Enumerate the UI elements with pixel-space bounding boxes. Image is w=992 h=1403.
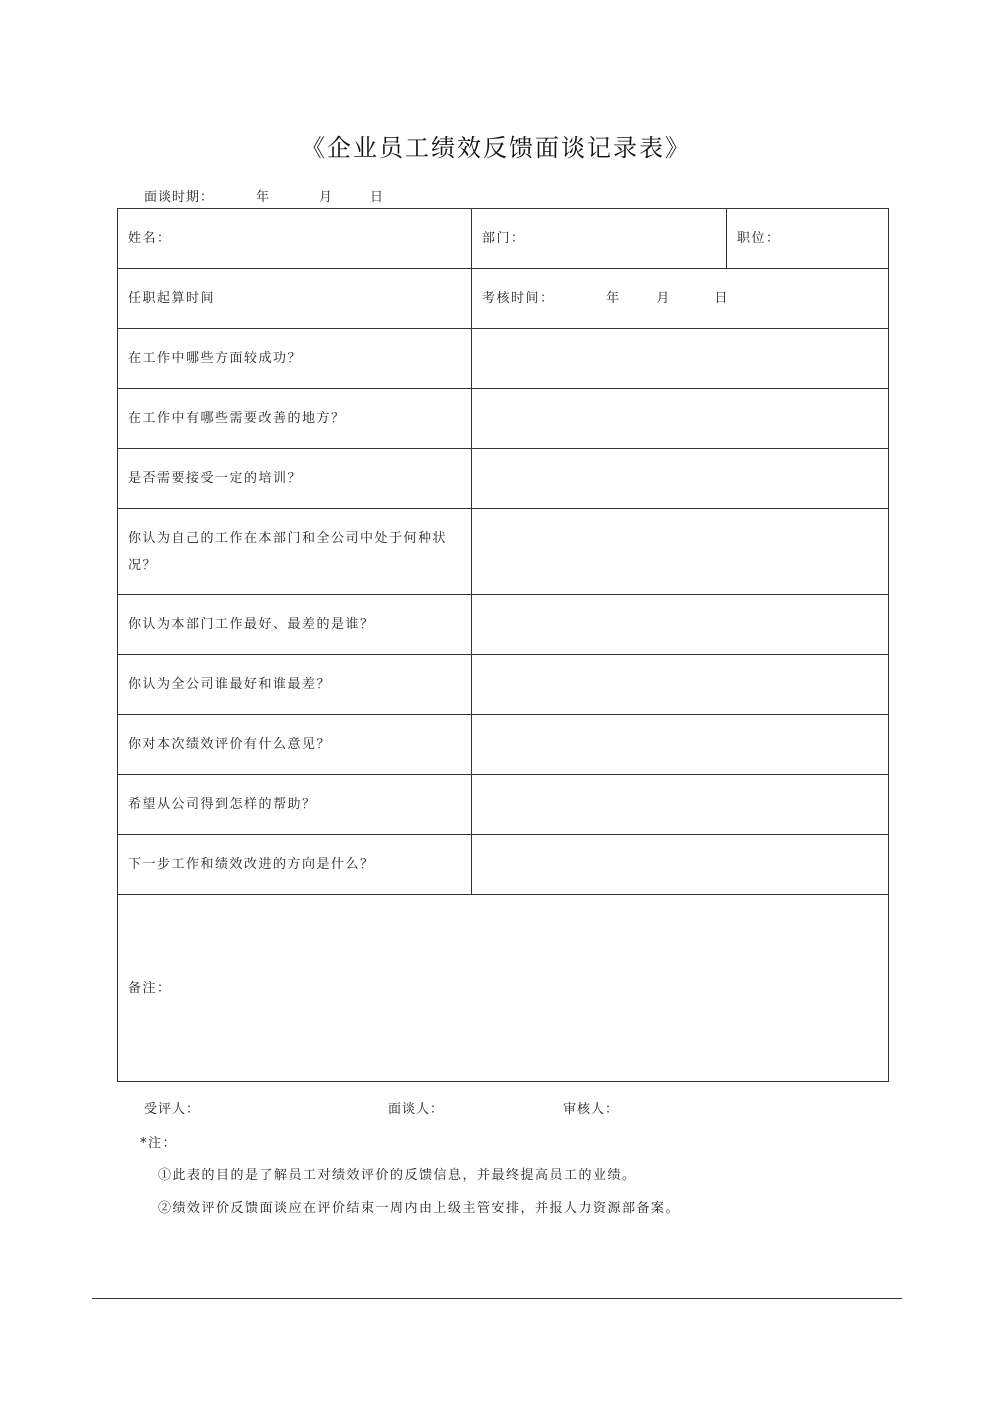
table-row [118, 389, 889, 449]
answer-cell[interactable] [472, 715, 889, 775]
table-row [118, 595, 889, 655]
review-time-label: 考核时间： [482, 291, 555, 306]
answer-cell[interactable] [472, 595, 889, 655]
remarks-cell[interactable]: 备注： [118, 895, 889, 1082]
tenure-start-label: 任职起算时间 [118, 269, 472, 329]
answer-cell[interactable] [472, 329, 889, 389]
interview-date-year: 年 [256, 190, 271, 205]
table-row [118, 509, 889, 595]
review-time-cell[interactable] [472, 269, 889, 329]
question-label: 你认为本部门工作最好、最差的是谁？ [118, 595, 472, 655]
interview-date-label: 面谈时期： [144, 190, 215, 205]
interview-date-month: 月 [319, 190, 334, 205]
note-item: ①此表的目的是了解员工对绩效评价的反馈信息，并最终提高员工的业绩。 [158, 1168, 637, 1183]
question-label: 是否需要接受一定的培训？ [118, 449, 472, 509]
question-label: 你对本次绩效评价有什么意见？ [118, 715, 472, 775]
review-time-month: 月 [656, 291, 671, 306]
note-item: ②绩效评价反馈面谈应在评价结束一周内由上级主管安排，并报人力资源部备案。 [158, 1201, 681, 1216]
table-row [118, 329, 889, 389]
question-label: 你认为全公司谁最好和谁最差？ [118, 655, 472, 715]
interviewer-signature-label: 面谈人： [388, 1102, 445, 1117]
table-row [118, 775, 889, 835]
question-label: 你认为自己的工作在本部门和全公司中处于何种状况？ [118, 509, 472, 595]
answer-cell[interactable] [472, 775, 889, 835]
table-row [118, 895, 889, 1082]
interview-date-day: 日 [370, 190, 385, 205]
notes-heading: *注： [140, 1136, 178, 1151]
feedback-form-table [117, 208, 889, 1082]
table-row [118, 269, 889, 329]
table-row [118, 835, 889, 895]
table-row [118, 209, 889, 269]
answer-cell[interactable] [472, 655, 889, 715]
review-time-year: 年 [606, 291, 621, 306]
table-row [118, 655, 889, 715]
appraisee-signature-label: 受评人： [144, 1102, 201, 1117]
name-cell[interactable]: 姓名： [118, 209, 472, 269]
page-title: 《企业员工绩效反馈面谈记录表》 [301, 134, 691, 162]
department-cell[interactable]: 部门： [472, 209, 727, 269]
answer-cell[interactable] [472, 389, 889, 449]
reviewer-signature-label: 审核人： [563, 1102, 620, 1117]
table-row [118, 715, 889, 775]
question-label: 在工作中有哪些需要改善的地方？ [118, 389, 472, 449]
answer-cell[interactable] [472, 449, 889, 509]
answer-cell[interactable] [472, 509, 889, 595]
review-time-day: 日 [714, 291, 729, 306]
position-cell[interactable]: 职位： [727, 209, 889, 269]
table-row [118, 449, 889, 509]
answer-cell[interactable] [472, 835, 889, 895]
footer-divider [92, 1298, 902, 1299]
question-label: 下一步工作和绩效改进的方向是什么？ [118, 835, 472, 895]
question-label: 希望从公司得到怎样的帮助？ [118, 775, 472, 835]
question-label: 在工作中哪些方面较成功？ [118, 329, 472, 389]
